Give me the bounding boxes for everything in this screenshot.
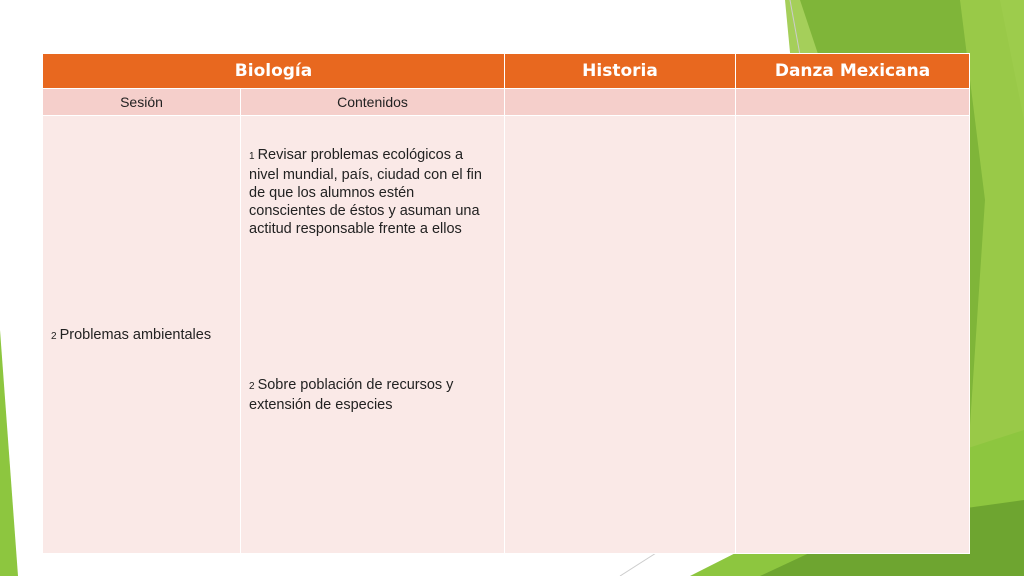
green-shape-left: [0, 330, 18, 576]
subheader-row: [43, 89, 970, 116]
content-item: [249, 376, 488, 414]
subheader-historia-empty: [505, 89, 736, 116]
subheader-sesion: Sesión: [43, 89, 241, 116]
subheader-contenidos: Contenidos: [241, 89, 505, 116]
historia-cell: [505, 116, 736, 554]
content-item-number: 2: [249, 381, 255, 392]
content-item-text: Sobre población de recursos y extensión de especies: [249, 377, 454, 413]
session-row: [43, 116, 970, 554]
session-cell: [43, 116, 241, 554]
header-historia: Historia: [505, 54, 736, 89]
header-danza-mexicana: Danza Mexicana: [736, 54, 970, 89]
subheader-danza-empty: [736, 89, 970, 116]
danza-cell: [736, 116, 970, 554]
session-number: 2: [51, 330, 57, 342]
content-item-number: 1: [249, 151, 255, 162]
session-title: Problemas ambientales: [59, 326, 212, 343]
contents-cell: [241, 116, 505, 554]
content-item: [249, 146, 488, 238]
header-biologia: Biología: [43, 54, 505, 89]
schedule-table: [42, 53, 970, 554]
content-item-text: Revisar problemas ecológicos a nivel mundial, país, ciudad con el fin de que los alumnos estén conscientes de éstos y asuman una actitud responsable frente a ellos: [249, 147, 482, 237]
header-row: [43, 54, 970, 89]
